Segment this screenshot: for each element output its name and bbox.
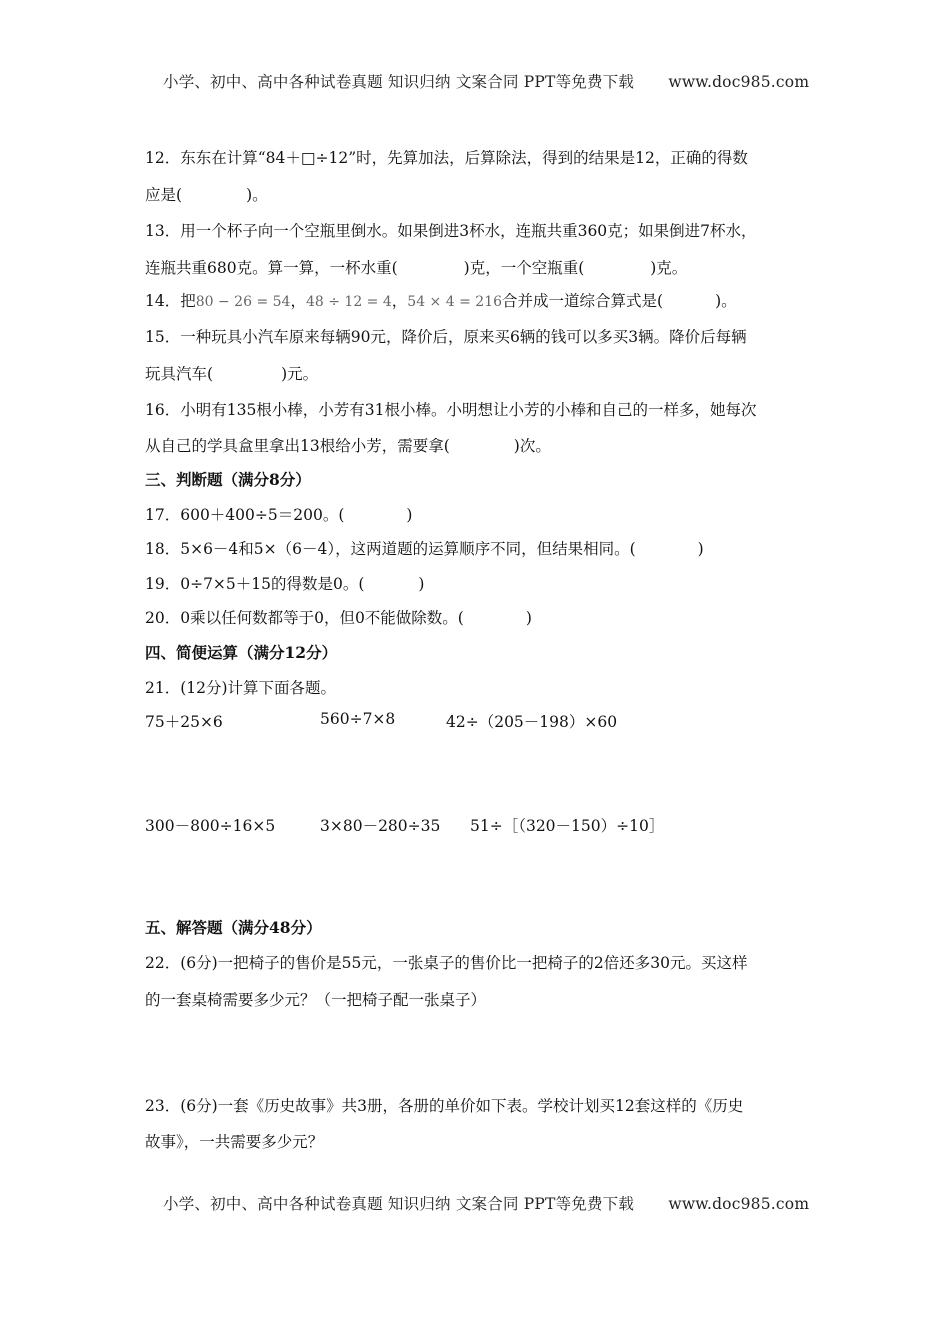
q22-line1: 22．(6分)一把椅子的售价是55元，一张桌子的售价比一把椅子的2倍还多30元。买这样 <box>145 954 748 972</box>
header-text: 小学、初中、高中各种试卷真题 知识归纳 文案合同 PPT等免费下载 <box>163 73 635 91</box>
q14-equation-2: 48 ÷ 12 = 4 <box>305 294 392 310</box>
q17-close: ) <box>406 506 413 524</box>
q23-line1: 23．(6分)一套《历史故事》共3册，各册的单价如下表。学校计划买12套这样的《历史 <box>145 1097 744 1115</box>
q13-line1: 13．用一个杯子向一个空瓶里倒水。如果倒进3杯水，连瓶共重360克；如果倒进7杯水， <box>145 222 757 240</box>
q15-text-a: 玩具汽车( <box>145 365 214 383</box>
q20-line <box>145 606 532 628</box>
q14-separator-2: ， <box>391 292 408 310</box>
q14-text-b: )。 <box>715 292 737 310</box>
page-footer <box>163 1192 809 1214</box>
page-header <box>163 70 809 92</box>
calc-item: 42÷（205－198）×60 <box>446 713 618 731</box>
q20-text: 20．0乘以任何数都等于0，但0不能做除数。( <box>145 609 464 627</box>
q19-close: ) <box>418 575 425 593</box>
q13-text-c: )克。 <box>650 259 688 277</box>
q14-prefix: 14．把 <box>145 292 196 310</box>
q14-line <box>145 289 737 311</box>
calc-item: 3×80－280÷35 <box>320 817 441 835</box>
q19-line <box>145 572 424 594</box>
q14-separator-1: ， <box>290 292 306 310</box>
q15-line2 <box>145 362 318 384</box>
q16-text-a: 从自己的学具盒里拿出13根给小芳，需要拿( <box>145 437 450 455</box>
q13-text-a: 连瓶共重680克。算一算，一杯水重( <box>145 259 398 277</box>
footer-url[interactable]: www.doc985.com <box>668 1195 810 1213</box>
section-3-title: 三、判断题（满分8分） <box>145 470 311 489</box>
q16-text-b: )次。 <box>513 437 551 455</box>
header-url[interactable]: www.doc985.com <box>668 73 810 91</box>
q20-close: ) <box>525 609 532 627</box>
q17-text: 17．600＋400÷5＝200。( <box>145 506 345 524</box>
q13-line2 <box>145 256 687 278</box>
q16-line1: 16．小明有135根小棒，小芳有31根小棒。小明想让小芳的小棒和自己的一样多，她每次 <box>145 401 757 419</box>
q22-line2: 的一套桌椅需要多少元？（一把椅子配一张桌子） <box>145 991 487 1009</box>
q12-text-b: )。 <box>246 186 268 204</box>
q18-text: 18．5×6－4和5×（6－4），这两道题的运算顺序不同，但结果相同。( <box>145 540 636 558</box>
q12-line2 <box>145 183 268 205</box>
calc-item: 51÷［（320－150）÷10］ <box>470 817 665 835</box>
q18-line <box>145 537 704 559</box>
q18-close: ) <box>697 540 704 558</box>
calc-item: 300－800÷16×5 <box>145 817 276 835</box>
q12-text-a: 应是( <box>145 186 183 204</box>
calc-item: 560÷7×8 <box>320 710 396 728</box>
q23-line2: 故事》，一共需要多少元？ <box>145 1133 324 1151</box>
q13-text-b: )克，一个空瓶重( <box>463 259 585 277</box>
q16-line2 <box>145 434 551 456</box>
q12-line1: 12．东东在计算“84＋□÷12”时，先算加法，后算除法，得到的结果是12，正确的得数 <box>145 149 748 167</box>
q14-equation-3: 54 × 4 = 216 <box>407 294 503 310</box>
q15-line1: 15．一种玩具小汽车原来每辆90元，降价后，原来买6辆的钱可以多买3辆。降价后每辆 <box>145 328 747 346</box>
calc-item: 75＋25×6 <box>145 713 223 731</box>
q15-text-b: )元。 <box>281 365 319 383</box>
q14-equation-1: 80 − 26 = 54 <box>195 294 291 310</box>
q21-stem: 21．(12分)计算下面各题。 <box>145 679 337 697</box>
q17-line <box>145 503 412 525</box>
section-4-title: 四、简便运算（满分12分） <box>145 643 338 662</box>
q19-text: 19．0÷7×5＋15的得数是0。( <box>145 575 365 593</box>
footer-text: 小学、初中、高中各种试卷真题 知识归纳 文案合同 PPT等免费下载 <box>163 1195 635 1213</box>
q14-text-a: 合并成一道综合算式是( <box>502 292 664 310</box>
section-5-title: 五、解答题（满分48分） <box>145 918 322 937</box>
